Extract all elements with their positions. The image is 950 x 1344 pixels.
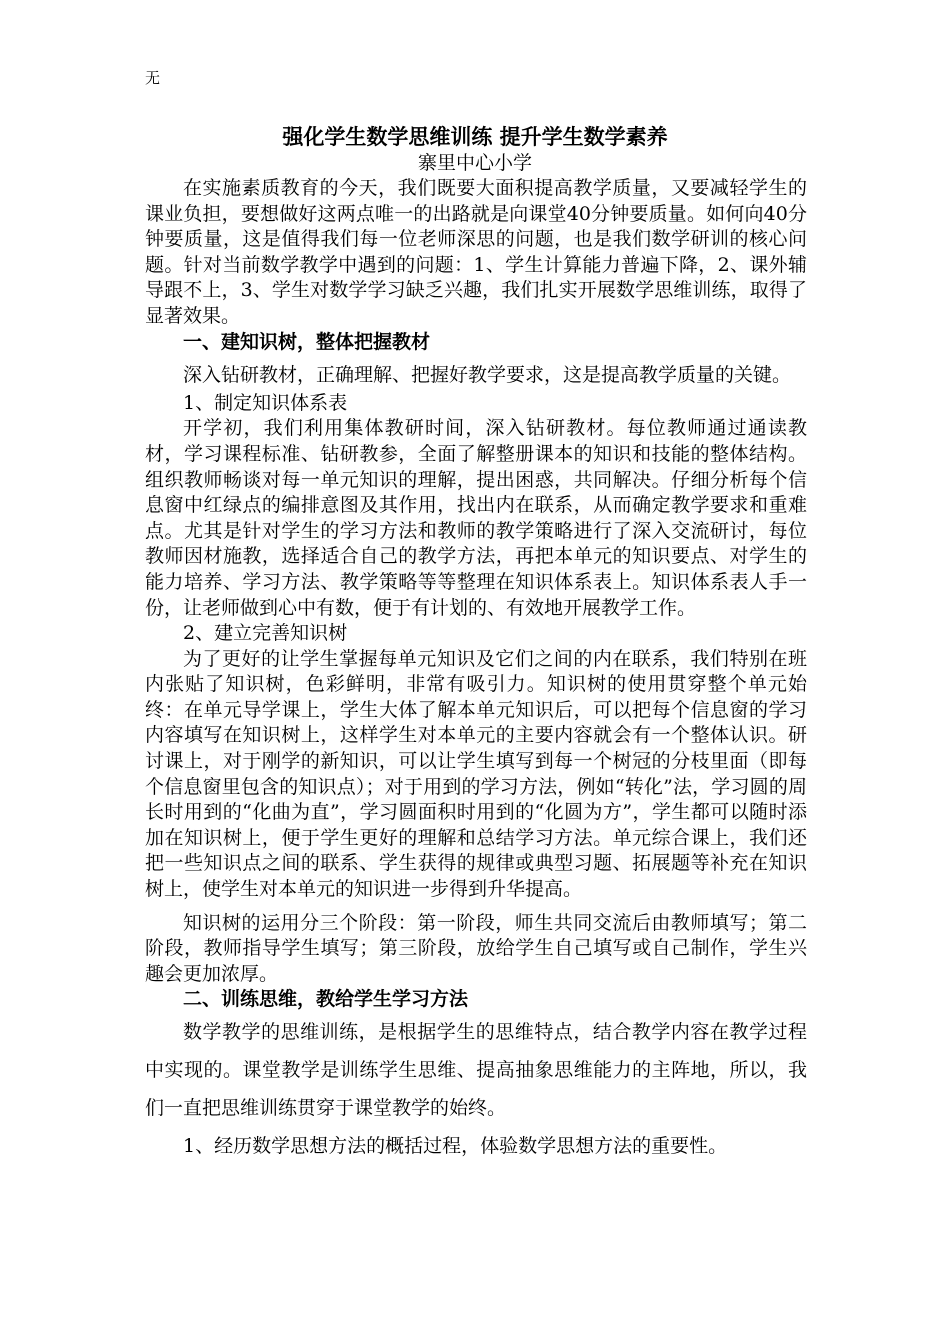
section-heading-2: 二、训练思维，教给学生学习方法 — [183, 988, 469, 1011]
page-header: 无 — [145, 69, 161, 87]
body-paragraph: 开学初，我们利用集体教研时间，深入钻研教材。每位教师通过通读教材，学习课程标准、钻研教参，全面了解整册课本的知识和技能的整体结构。组织教师畅谈对每一单元知识的理解，提出困惑，共同解决。仔细分析每个信息窗中红绿点的编排意图及其作用，找出内在联系，从而确定教学要求和重难点。尤其是针对学生的学习方法和教师的教学策略进行了深入交流研讨，每位教师因材施教，选择适合自己的教学方法，再把本单元的知识要点、对学生的能力培养、学习方法、教学策略等等整理在知识体系表上。知识体系表人手一份，让老师做到心中有数，便于有计划的、有效地开展教学工作。 — [145, 417, 807, 619]
body-paragraph: 数学教学的思维训练，是根据学生的思维特点，结合教学内容在教学过程中实现的。课堂教学是训练学生思维、提高抽象思维能力的主阵地，所以，我们一直把思维训练贯穿于课堂教学的始终。 — [145, 1021, 807, 1119]
document-subtitle: 寨里中心小学 — [417, 152, 532, 174]
body-paragraph: 知识树的运用分三个阶段：第一阶段，师生共同交流后由教师填写；第二阶段，教师指导学生填写；第三阶段，放给学生自己填写或自己制作，学生兴趣会更加浓厚。 — [145, 911, 807, 985]
subsection-heading-2: 2、建立完善知识树 — [183, 622, 348, 645]
intro-paragraph: 在实施素质教育的今天，我们既要大面积提高教学质量，又要减轻学生的课业负担，要想做好这两点唯一的出路就是向课堂40分钟要质量。如何向40分钟要质量，这是值得我们每一位老师深思的问题，也是我们数学研训的核心问题。针对当前数学教学中遇到的问题：1、学生计算能力普遍下降，2、课外辅导跟不上，3、学生对数学学习缺乏兴趣，我们扎实开展数学思维训练，取得了显著效果。 — [145, 177, 807, 327]
document-body — [145, 176, 807, 1165]
section-heading-1: 一、建知识树，整体把握教材 — [183, 330, 431, 353]
body-paragraph: 深入钻研教材，正确理解、把握好教学要求，这是提高教学质量的关键。 — [183, 364, 792, 387]
body-paragraph: 为了更好的让学生掌握每单元知识及它们之间的内在联系，我们特别在班内张贴了知识树，色彩鲜明，非常有吸引力。知识树的使用贯穿整个单元始终：在单元导学课上，学生大体了解本单元知识后，可以把每个信息窗的学习内容填写在知识树上，这样学生对本单元的主要内容就会有一个整体认识。研讨课上，对于刚学的新知识，可以让学生填写到每一个树冠的分枝里面（即每个信息窗里包含的知识点）；对于用到的学习方法，例如“转化”法，学习圆的周长时用到的“化曲为直”，学习圆面积时用到的“化圆为方”，学生都可以随时添加在知识树上，便于学生更好的理解和总结学习方法。单元综合课上，我们还把一些知识点之间的联系、学生获得的规律或典型习题、拓展题等补充在知识树上，使学生对本单元的知识进一步得到升华提高。 — [145, 647, 807, 901]
subsection-heading-3: 1、经历数学思想方法的概括过程，体验数学思想方法的重要性。 — [183, 1135, 728, 1157]
document-title: 强化学生数学思维训练 提升学生数学素养 — [282, 124, 668, 149]
subsection-heading-1: 1、制定知识体系表 — [183, 391, 348, 414]
